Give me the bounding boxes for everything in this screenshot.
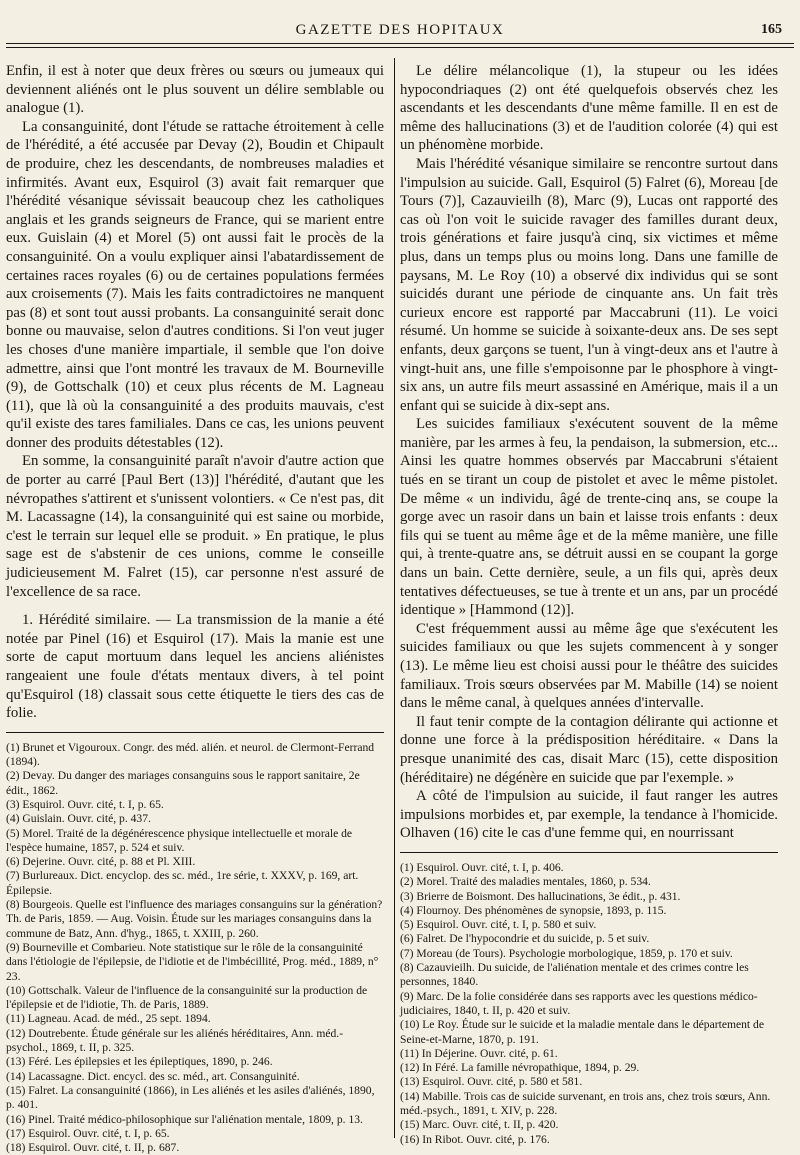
footnote: (6) Falret. De l'hypocondrie et du suicide, p. 5 et suiv. bbox=[400, 932, 650, 946]
footnote: (2) Devay. Du danger des mariages consanguins sous le rapport sanitaire, 2e édit., 1862. bbox=[6, 769, 360, 797]
footnote: (11) In Déjerine. Ouvr. cité, p. 61. bbox=[400, 1046, 558, 1060]
header-rule bbox=[6, 43, 794, 44]
body-paragraph: C'est fréquemment aussi au même âge que s'exécutent les suicides familiaux ou que les sujets commencent à y songer (13). Le même lieu est choisi aussi pour le théâtre des suicides familiaux. Trois sœurs observées par M. Mabille (14) se noient dans le même canal, à quelques années d'intervalle. bbox=[400, 620, 778, 712]
header-rule-double bbox=[6, 47, 794, 48]
footnote-separator bbox=[400, 852, 778, 853]
footnote: (5) Morel. Traité de la dégénérescence physique intellectuelle et morale de l'espèce humaine, 1857, p. 524 et suiv. bbox=[6, 826, 353, 854]
page-number: 165 bbox=[761, 22, 782, 37]
footnote: (8) Cazauvieilh. Du suicide, de l'aliénation mentale et des crimes contre les personnes, 1840. bbox=[400, 961, 749, 989]
footnote: (7) Moreau (de Tours). Psychologie morbologique, 1859, p. 170 et suiv. bbox=[400, 946, 733, 960]
footnote: (14) Mabille. Trois cas de suicide survenant, en trois ans, chez trois sœurs, Ann. méd.-psych., 1891, t. XIV, p. 228. bbox=[400, 1089, 771, 1117]
footnote: (16) Pinel. Traité médico-philosophique sur l'aliénation mentale, 1809, p. 13. bbox=[6, 1112, 363, 1126]
footnote: (10) Le Roy. Étude sur le suicide et la maladie mentale dans le département de Seine-et-Marne, 1870, p. 191. bbox=[400, 1018, 764, 1046]
body-paragraph: La consanguinité, dont l'étude se rattache étroitement à celle de l'hérédité, a été accusée par Devay (2), Boudin et Chipault de produire, chez les descendants, de nombreuses maladies et infirmités. Avant eux, Esquirol (3) avait fait remarquer que l'hérédité vésanique sévissait beaucoup chez les catholiques anglais et les grands seigneurs de France, qui se marient entre eux. Guislain (4) et Morel (5) ont aussi fait le procès de la consanguinité. On a voulu expliquer ainsi l'abatardissement de certaines races royales (6) ou de certaines populations fermées aux croisements (7). Mais les faits contradictoires ne manquent pas (8) et sont tout aussi probants. La consanguinité serait donc bonne ou mauvaise, selon d'autres conditions. Si l'on veut juger les choses d'une manière impartiale, il semble que l'on doive admettre, ainsi que l'ont montré les travaux de M. Bourneville (9), de Gottschalk (10) et ceux plus récents de M. Lagneau (11), que là où la consanguinité a des produits mauvais, c'est qu'il existe des tares familiales. Dans ce cas, les unions peuvent donner des produits détestables (12). bbox=[6, 118, 384, 451]
page-header bbox=[0, 18, 800, 44]
footnotes-left bbox=[6, 741, 384, 1155]
footnote: (6) Dejerine. Ouvr. cité, p. 88 et Pl. XIII. bbox=[6, 855, 196, 869]
left-column bbox=[6, 62, 384, 1155]
footnotes-right bbox=[400, 861, 778, 1147]
footnote: (9) Bourneville et Combarieu. Note statistique sur le rôle de la consanguinité dans l'étiologie de l'épilepsie, de l'idiotie et de l'imbécillité, Prog. méd., 1889, n° 23. bbox=[6, 940, 379, 983]
footnote: (8) Bourgeois. Quelle est l'influence des mariages consanguins sur la génération? Th. de Paris, 1859. — Aug. Voisin. Étude sur les mariages consanguins dans la commune de Batz, Ann. d'hyg., 1865, t. XXIII, p. 260. bbox=[6, 898, 383, 940]
body-paragraph: Mais l'hérédité vésanique similaire se rencontre surtout dans l'impulsion au suicide. Gall, Esquirol (5) Falret (6), Moreau [de Tours (7)], Cazauvieilh (8), Marc (9), Lucas ont rapporté des cas où l'on voit le suicide ravager des familles durant deux, trois générations et faire jusqu'à cinq, six victimes et même plus, dans un temps plus ou moins long. Dans une famille de paysans, M. Le Roy (10) a observé dix individus qui se sont suicidés durant une période de cinquante ans. Un fait très curieux encore est rapporté par Maccabruni (11). Le voici résumé. Un homme se suicide à soixante-deux ans. De ses sept enfants, deux garçons se tuent, l'un à vingt-deux ans et l'autre à vingt-huit ans, une fille s'empoisonne par le phosphore à vingt-six ans, un autre fils meurt assassiné en Amérique, mais il a un enfant qui se suicide à dix-sept ans. bbox=[400, 155, 778, 414]
footnote: (12) Doutrebente. Étude générale sur les aliénés héréditaires, Ann. méd.-psychol., 1869, t. II, p. 325. bbox=[6, 1026, 344, 1055]
footnote: (4) Flournoy. Des phénomènes de synopsie, 1893, p. 115. bbox=[400, 903, 667, 917]
footnote: (9) Marc. De la folie considérée dans ses rapports avec les questions médico-judiciaires, 1840, t. II, p. 420 et suiv. bbox=[400, 989, 758, 1017]
footnote: (17) Esquirol. Ouvr. cité, t. I, p. 65. bbox=[6, 1126, 170, 1140]
footnote: (4) Guislain. Ouvr. cité, p. 437. bbox=[6, 812, 151, 826]
section-paragraph: 1. Hérédité similaire. — La transmission de la manie a été notée par Pinel (16) et Esquirol (17). Mais la manie est une sorte de caput mortuum dans lequel les anciens aliénistes rangeaient une foule d'états mentaux divers, à tel point qu'Esquirol (18) classait sous cette étiquette le tiers des cas de folie. bbox=[6, 612, 384, 722]
footnote: (2) Morel. Traité des maladies mentales, 1860, p. 534. bbox=[400, 875, 651, 889]
body-paragraph: Les suicides familiaux s'exécutent souvent de la même manière, par les armes à feu, la pendaison, la submersion, etc... Ainsi les quatre hommes observés par Maccabruni s'étaient tués en se tirant un coup de pistolet et avec le même pistolet. De même « un individu, âgé de trente-cinq ans, se coupe la gorge avec un rasoir dans un bain et laisse trois enfants : deux fils qui se tuent au même âge et de la même manière, une fille qui, à trente-quatre ans, se détruit aussi en se coupant la gorge dans un bain. Cette dernière, seule, a un fils qui, après deux tentatives défectueuses, se tue à trente et un ans, par un procédé identique » [Hammond (12)]. bbox=[400, 416, 778, 619]
footnote: (1) Esquirol. Ouvr. cité, t. I, p. 406. bbox=[400, 860, 564, 874]
footnote: (1) Brunet et Vigouroux. Congr. des méd. alién. et neurol. de Clermont-Ferrand (1894). bbox=[6, 740, 375, 769]
footnote: (15) Falret. La consanguinité (1866), in Les aliénés et les asiles d'aliénés, 1890, p. 401. bbox=[6, 1083, 375, 1112]
footnote: (10) Gottschalk. Valeur de l'influence de la consanguinité sur la production de l'épilepsie et de l'idiotie, Th. de Paris, 1889. bbox=[6, 983, 368, 1012]
body-paragraph: A côté de l'impulsion au suicide, il faut ranger les autres impulsions morbides et, par exemple, la tendance à l'homicide. Olhaven (16) cite le cas d'une femme qui, en nourrissant bbox=[400, 788, 778, 842]
body-paragraph: Il faut tenir compte de la contagion délirante qui actionne et donne une force à la prédisposition héréditaire. « Dans la presque unanimité des cas, disait Marc (15), cette disposition (héréditaire) ne dégénère en suicide que par l'exemple. » bbox=[400, 713, 778, 786]
footnote: (14) Lacassagne. Dict. encycl. des sc. méd., art. Consanguinité. bbox=[6, 1069, 300, 1083]
footnote: (12) In Féré. La famille névropathique, 1894, p. 29. bbox=[400, 1061, 640, 1075]
footnote: (13) Féré. Les épilepsies et les épileptiques, 1890, p. 246. bbox=[6, 1055, 273, 1069]
footnote: (3) Esquirol. Ouvr. cité, t. I, p. 65. bbox=[6, 797, 164, 811]
footnote: (3) Brierre de Boismont. Des hallucinations, 3e édit., p. 431. bbox=[400, 889, 681, 903]
footnote-separator bbox=[6, 732, 384, 733]
body-paragraph: En somme, la consanguinité paraît n'avoir d'autre action que de porter au carré [Paul Bert (13)] l'hérédité, d'autant que les névropathes s'attirent et s'unissent volontiers. « Ce n'est pas, dit M. Lacassagne (14), la consanguinité qui est saine ou morbide, c'est le terrain sur lequel elle se produit. » En pratique, le plus sage est de s'abstenir de ces unions, comme le conseille judicieusement M. Falret (15), car personne n'est assuré de l'excellence de sa race. bbox=[6, 453, 384, 600]
right-column bbox=[400, 62, 778, 1147]
body-paragraph: Le délire mélancolique (1), la stupeur ou les idées hypocondriaques (2) ont été quelquefois observés chez les ascendants et les descendants d'une même famille. Il en est de même des hallucinations (3) et de l'audition colorée (4) qui est un phénomène morbide. bbox=[400, 63, 778, 154]
body-paragraph: Enfin, il est à noter que deux frères ou sœurs ou jumeaux qui deviennent aliénés ont le plus souvent un délire semblable ou analogue (1). bbox=[6, 63, 384, 117]
footnote: (16) In Ribot. Ouvr. cité, p. 176. bbox=[400, 1132, 550, 1146]
footnote: (7) Burlureaux. Dict. encyclop. des sc. méd., 1re série, t. XXXV, p. 169, art. Épilepsie. bbox=[6, 869, 359, 897]
column-divider bbox=[394, 58, 395, 1138]
footnote: (5) Esquirol. Ouvr. cité, t. I, p. 580 et suiv. bbox=[400, 918, 597, 932]
footnote: (15) Marc. Ouvr. cité, t. II, p. 420. bbox=[400, 1118, 559, 1132]
footnote: (11) Lagneau. Acad. de méd., 25 sept. 1894. bbox=[6, 1012, 211, 1026]
journal-title: GAZETTE DES HOPITAUX bbox=[295, 22, 505, 38]
footnote: (13) Esquirol. Ouvr. cité, p. 580 et 581. bbox=[400, 1075, 583, 1089]
footnote: (18) Esquirol. Ouvr. cité, t. II, p. 687. bbox=[6, 1141, 180, 1155]
